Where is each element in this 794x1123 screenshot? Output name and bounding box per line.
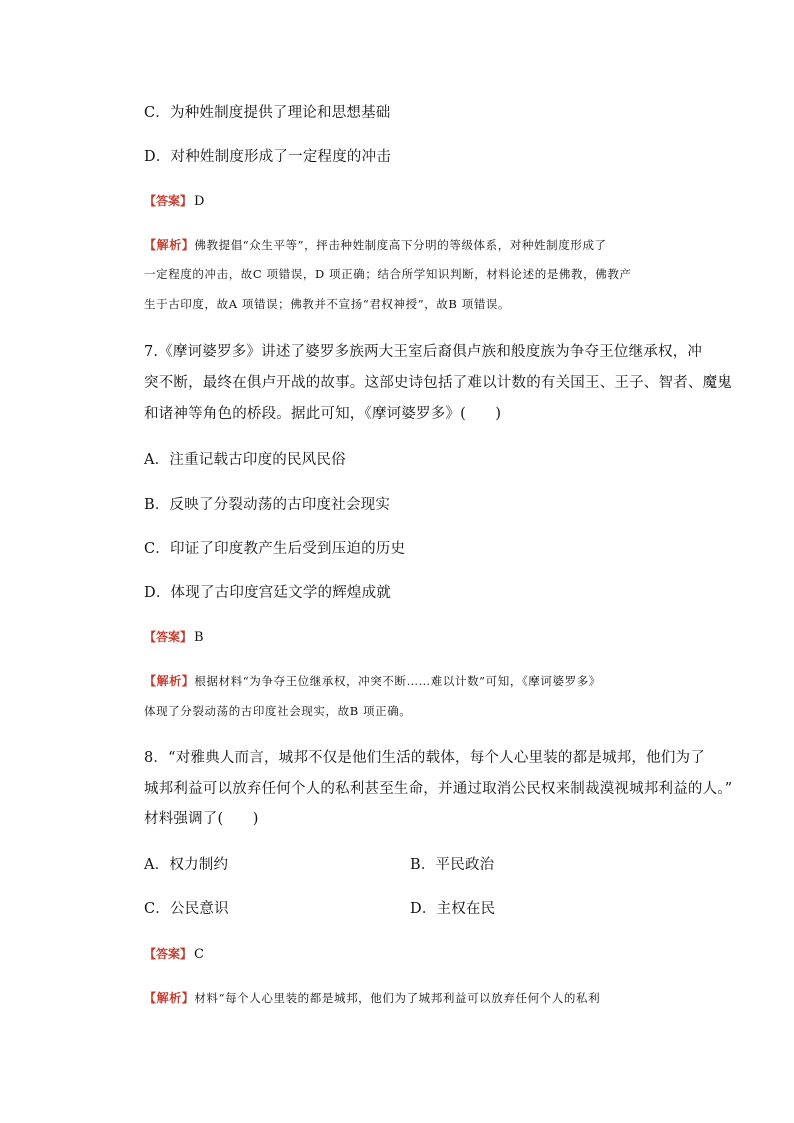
q7-analysis-line-2: 体现了分裂动荡的古印度社会现实，故B 项正确。: [144, 704, 412, 718]
q7-stem-line-2: 突不断，最终在俱卢开战的故事。这部史诗包括了难以计数的有关国王、王子、智者、魔鬼: [144, 375, 732, 391]
q7-option-c: C．印证了印度教产生后受到压迫的历史: [144, 541, 406, 557]
q8-stem-line-2: 城邦利益可以放弃任何个人的私利甚至生命，并通过取消公民权来制裁漠视城邦利益的人。”: [144, 781, 733, 797]
q8-stem-line-3: 材料强调了( ): [144, 811, 259, 827]
analysis-text: 佛教提倡“众生平等”，抨击种姓制度高下分明的等级体系，对种姓制度形成了: [194, 238, 607, 252]
analysis-label: 【解析】: [144, 991, 195, 1005]
q7-option-d: D．体现了古印度宫廷文学的辉煌成就: [144, 585, 392, 601]
q6-option-d: D．对种姓制度形成了一定程度的冲击: [144, 149, 392, 165]
answer-value: C: [194, 947, 204, 962]
q8-option-d: D．主权在民: [410, 901, 496, 917]
q6-answer: [144, 191, 204, 212]
q7-answer: [144, 627, 204, 648]
answer-value: D: [194, 194, 205, 209]
q8-option-a: A．权力制约: [144, 857, 229, 873]
analysis-label: 【解析】: [144, 674, 195, 688]
q8-analysis-line-1: [144, 988, 600, 1008]
answer-value: B: [194, 630, 204, 645]
analysis-text: 根据材料“为争夺王位继承权，冲突不断……难以计数”可知，《摩诃婆罗多》: [194, 674, 601, 688]
q8-option-b: B．平民政治: [410, 857, 495, 873]
analysis-text: 材料“每个人心里装的都是城邦，他们为了城邦利益可以放弃任何个人的私利: [194, 991, 601, 1005]
q7-stem-line-3: 和诸神等角色的桥段。据此可知，《摩诃婆罗多》( ): [144, 406, 502, 422]
answer-label: 【答案】: [144, 947, 193, 961]
answer-label: 【答案】: [144, 630, 193, 644]
q7-option-b: B．反映了分裂动荡的古印度社会现实: [144, 497, 391, 513]
answer-label: 【答案】: [144, 194, 193, 208]
q7-analysis-line-1: [144, 671, 601, 691]
q6-option-c: C．为种姓制度提供了理论和思想基础: [144, 105, 391, 121]
q7-option-a: A．注重记载古印度的民风民俗: [144, 452, 346, 468]
q8-option-c: C．公民意识: [144, 901, 229, 917]
analysis-label: 【解析】: [144, 238, 195, 252]
q8-stem-line-1: 8．“对雅典人而言，城邦不仅是他们生活的载体，每个人心里装的都是城邦，他们为了: [144, 750, 705, 766]
q6-analysis-line-1: [144, 235, 607, 255]
q6-analysis-line-2: 一定程度的冲击，故C 项错误，D 项正确；结合所学知识判断，材料论述的是佛教，佛教产: [144, 267, 632, 281]
q8-answer: [144, 944, 204, 965]
q6-analysis-line-3: 生于古印度，故A 项错误；佛教并不宣扬“君权神授”，故B 项错误。: [144, 297, 511, 311]
q7-stem-line-1: 7.《摩诃婆罗多》讲述了婆罗多族两大王室后裔俱卢族和般度族为争夺王位继承权，冲: [144, 344, 703, 360]
